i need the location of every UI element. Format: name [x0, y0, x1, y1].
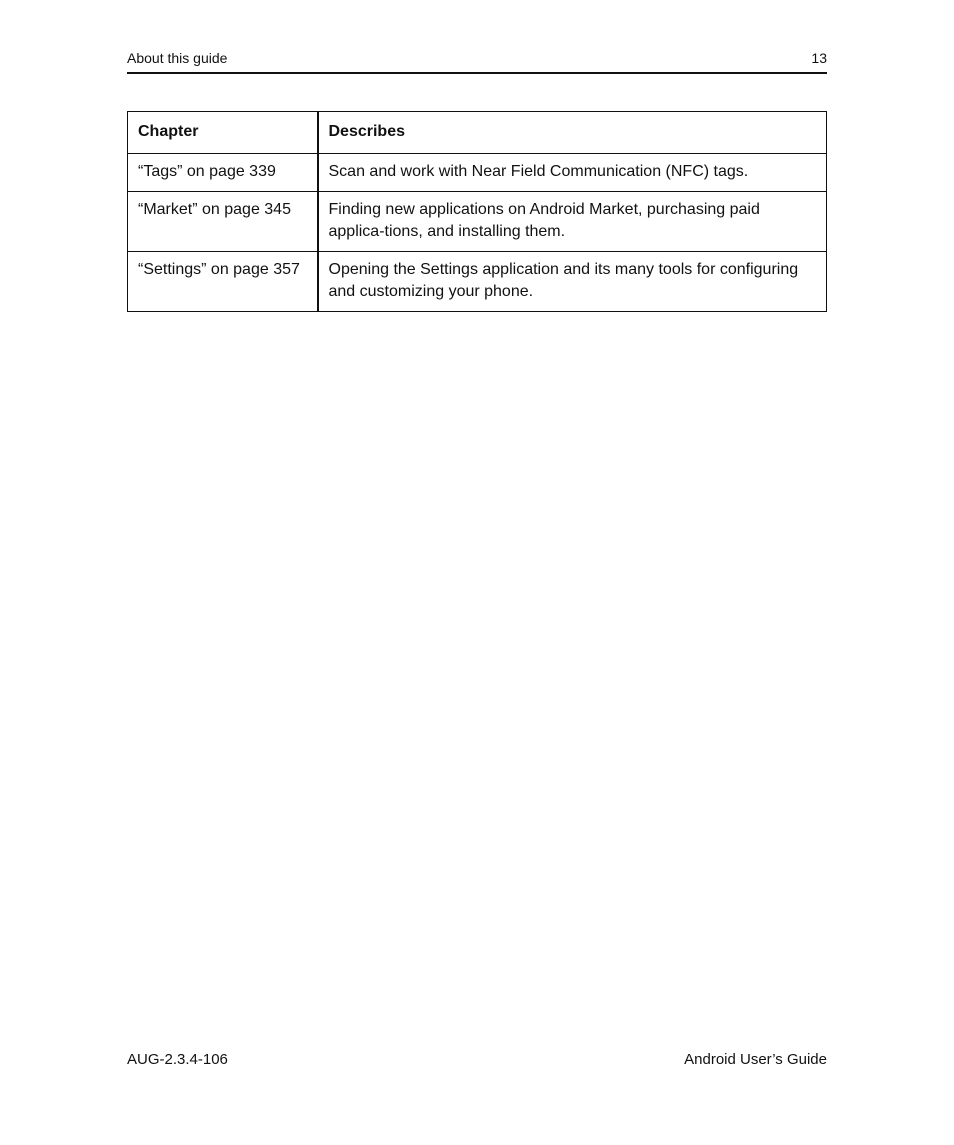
chapter-table [127, 111, 827, 312]
section-title: About this guide [127, 50, 228, 66]
chapter-cell[interactable]: “Settings” on page 357 [128, 252, 318, 312]
column-header-chapter: Chapter [128, 112, 318, 154]
page-number: 13 [811, 50, 827, 66]
column-header-describes: Describes [318, 112, 827, 154]
chapter-cell[interactable]: “Tags” on page 339 [128, 154, 318, 192]
document-id: AUG-2.3.4-106 [127, 1051, 228, 1068]
page-header [127, 48, 827, 74]
table-row [128, 154, 827, 192]
describes-cell: Opening the Settings application and its many tools for configuring and customizing your phone. [318, 252, 827, 312]
table-row [128, 192, 827, 252]
document-title: Android User’s Guide [684, 1051, 827, 1068]
describes-cell: Scan and work with Near Field Communication (NFC) tags. [318, 154, 827, 192]
describes-cell: Finding new applications on Android Market, purchasing paid applica-tions, and installing them. [318, 192, 827, 252]
chapter-cell[interactable]: “Market” on page 345 [128, 192, 318, 252]
table-header-row [128, 112, 827, 154]
table-row [128, 252, 827, 312]
